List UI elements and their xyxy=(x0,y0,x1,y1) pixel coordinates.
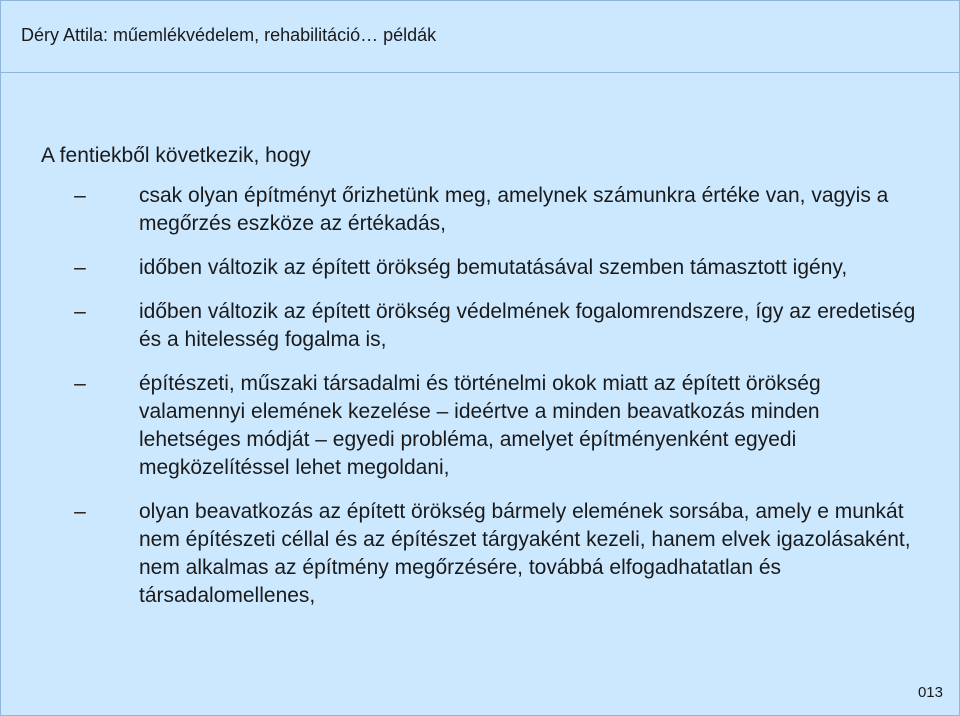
dash-marker: – xyxy=(74,300,86,323)
bullet-item xyxy=(41,498,921,610)
dash-marker: – xyxy=(74,256,86,279)
bullet-list xyxy=(41,182,921,625)
header-divider xyxy=(1,72,959,73)
bullet-item xyxy=(41,182,921,238)
bullet-text: olyan beavatkozás az épített örökség bármely elemének sorsába, amely e munkát nem építészeti céllal és az építészet tárgyaként kezeli, hanem elvek igazolásaként, nem alkalmas az építmény megőrzésére, továbbá elfogadhatatlan és társadalomellenes, xyxy=(139,500,911,607)
bullet-text: építészeti, műszaki társadalmi és történelmi okok miatt az épített örökség valamennyi elemének kezelése – ideértve a minden beavatkozás minden lehetséges módját – egyedi probléma, amelyet építményenként egyedi megközelítéssel lehet megoldani, xyxy=(139,372,821,479)
bullet-text: csak olyan építményt őrizhetünk meg, amelynek számunkra értéke van, vagyis a megőrzés eszköze az értékadás, xyxy=(139,184,889,235)
bullet-text: időben változik az épített örökség bemutatásával szemben támasztott igény, xyxy=(139,256,848,279)
intro-text: A fentiekből következik, hogy xyxy=(41,144,311,167)
dash-marker: – xyxy=(74,500,86,523)
bullet-item xyxy=(41,254,921,282)
bullet-item xyxy=(41,370,921,482)
page-number: 013 xyxy=(917,684,943,701)
bullet-text: időben változik az épített örökség védelmének fogalomrendszere, így az eredetiség és a hitelesség fogalma is, xyxy=(139,300,916,351)
bullet-item xyxy=(41,298,921,354)
slide-header: Déry Attila: műemlékvédelem, rehabilitáció… példák xyxy=(21,25,437,45)
dash-marker: – xyxy=(74,184,86,207)
dash-marker: – xyxy=(74,372,86,395)
